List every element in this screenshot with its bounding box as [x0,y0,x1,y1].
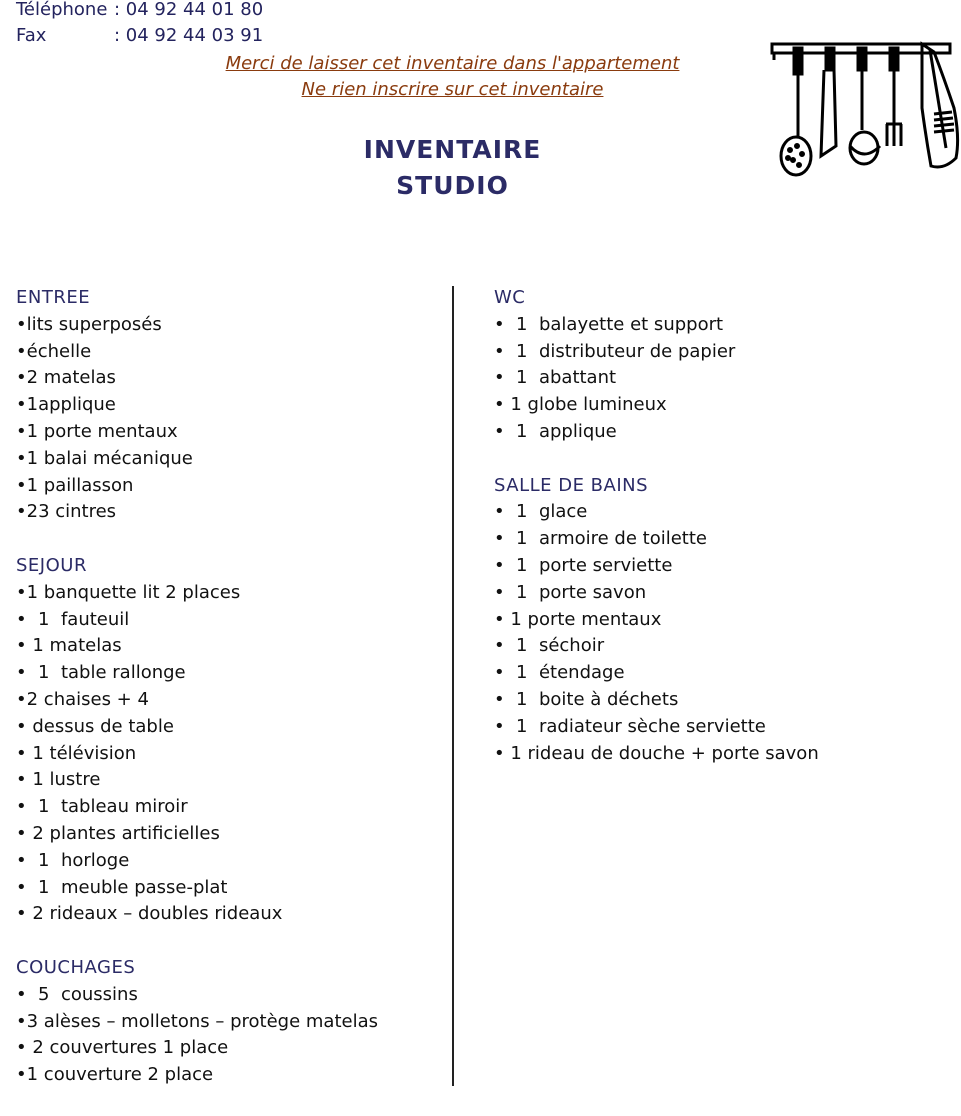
list-item: • 1 lustre [16,769,101,791]
list-item: • 1 porte mentaux [494,608,662,630]
section-heading: WC [494,287,526,308]
list-item: •1 banquette lit 2 places [16,581,241,603]
list-item: •1 couverture 2 place [16,1064,214,1086]
fax-value: : 04 92 44 03 91 [114,25,264,46]
list-item: • 1 télévision [16,742,137,764]
list-item: • 1 balayette et support [494,313,724,335]
section-sejour [16,553,446,928]
list-item: •2 chaises + 4 [16,688,149,710]
list-item: • 1 séchoir [494,635,605,657]
list-item: • 1 tableau miroir [16,796,188,818]
list-item: • 1 radiateur sèche serviette [494,715,766,737]
column-divider [452,286,454,1086]
section-salle-de-bains [494,473,954,768]
notice-do-not-write: Ne rien inscrire sur cet inventaire [301,79,604,100]
list-item: • 1 armoire de toilette [494,528,707,550]
list-item: •3 alèses – molletons – protège matelas [16,1010,378,1032]
section-heading: SALLE DE BAINS [494,474,649,496]
phone-value: : 04 92 44 01 80 [114,0,264,20]
notice-keep-inventory: Merci de laisser cet inventaire dans l'appartement [225,53,680,74]
list-item: • 1 applique [494,420,617,442]
list-item: • 1 table rallonge [16,662,186,684]
phone-line [16,0,263,23]
section-wc [494,285,954,446]
list-item: • 1 matelas [16,635,122,657]
list-item: •lits superposés [16,313,162,335]
list-item: • 1 étendage [494,662,625,684]
list-item: • 2 plantes artificielles [16,822,220,844]
fax-line [16,23,263,49]
list-item: • 2 couvertures 1 place [16,1037,229,1059]
list-item: • 1 distributeur de papier [494,340,736,362]
list-item: •1 balai mécanique [16,447,193,469]
page-subtitle: STUDIO [396,171,509,200]
list-item: •2 matelas [16,367,116,389]
list-item: • 5 coussins [16,983,138,1005]
list-item: • dessus de table [16,715,174,737]
list-item: • 1 porte savon [494,581,647,603]
section-entree [16,285,446,526]
list-item: •23 cintres [16,501,117,523]
list-item: • 2 rideaux – doubles rideaux [16,903,283,925]
phone-label: Téléphone [16,0,108,20]
list-item: • 1 fauteuil [16,608,130,630]
list-item: • 1 glace [494,501,588,523]
section-heading: SEJOUR [16,554,87,576]
section-heading: COUCHAGES [16,956,136,978]
list-item: • 1 rideau de douche + porte savon [494,742,819,764]
section-couchages [16,955,446,1089]
fax-label: Fax [16,25,47,46]
list-item: • 1 boite à déchets [494,688,679,710]
kitchen-utensils-icon [766,38,961,180]
list-item: •1applique [16,394,116,416]
right-column [494,285,954,794]
list-item: •1 porte mentaux [16,420,178,442]
list-item: • 1 globe lumineux [494,394,667,416]
list-item: • 1 horloge [16,849,130,871]
section-heading: ENTREE [16,287,91,308]
list-item: • 1 meuble passe-plat [16,876,228,898]
list-item: • 1 porte serviette [494,554,673,576]
page-title: INVENTAIRE [363,135,542,164]
list-item: •1 paillasson [16,474,134,496]
list-item: •échelle [16,340,92,362]
list-item: • 1 abattant [494,367,617,389]
left-column [16,285,446,1116]
